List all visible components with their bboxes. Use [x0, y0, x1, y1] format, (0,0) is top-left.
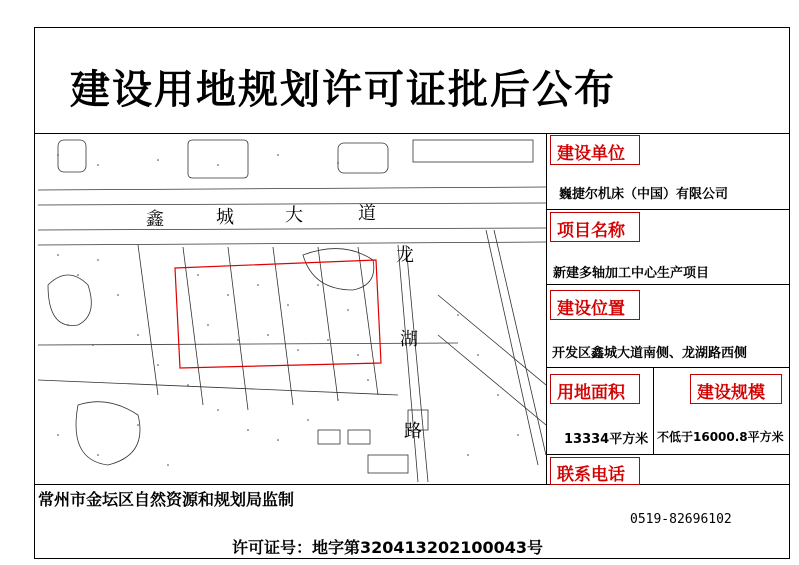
unit-label: 建设单位	[557, 144, 625, 164]
road-label-char: 大	[285, 205, 303, 226]
row-divider	[546, 454, 790, 455]
road-label-char: 鑫	[146, 209, 164, 230]
road-label-char: 湖	[400, 329, 418, 350]
map-right-divider	[546, 133, 547, 485]
map-bottom-divider	[34, 484, 790, 485]
site-map	[38, 135, 546, 482]
project-value: 新建多轴加工中心生产项目	[553, 266, 710, 281]
site-map-drawing	[38, 135, 546, 482]
area-value: 13334平方米	[564, 432, 649, 447]
supervisor-text: 常州市金坛区自然资源和规划局监制	[38, 490, 295, 509]
site-boundary-outline	[175, 260, 381, 368]
scale-label: 建设规模	[697, 383, 765, 403]
map-dot-pattern	[57, 154, 519, 466]
row-divider	[546, 284, 790, 285]
row-divider	[546, 209, 790, 210]
scale-value: 不低于16000.8平方米	[657, 430, 784, 444]
phone-label: 联系电话	[557, 465, 625, 485]
location-value: 开发区鑫城大道南侧、龙湖路西侧	[552, 346, 748, 361]
area-label: 用地面积	[557, 383, 625, 403]
project-label: 项目名称	[557, 221, 625, 241]
row-divider	[546, 367, 790, 368]
license-line	[232, 535, 543, 558]
license-label: 许可证号：	[232, 538, 313, 557]
road-label-char: 道	[358, 203, 376, 224]
column-divider	[653, 367, 654, 454]
page-title: 建设用地规划许可证批后公布	[70, 67, 616, 113]
location-label: 建设位置	[557, 299, 625, 319]
road-label-char: 龙	[396, 245, 414, 266]
map-linework	[38, 140, 546, 482]
phone-value: 0519-82696102	[630, 512, 732, 527]
road-label-char: 路	[404, 421, 422, 442]
title-divider	[34, 133, 790, 134]
unit-value: 巍捷尔机床（中国）有限公司	[559, 187, 729, 202]
license-number: 地字第320413202100043号	[312, 538, 544, 557]
road-label-char: 城	[216, 207, 234, 228]
